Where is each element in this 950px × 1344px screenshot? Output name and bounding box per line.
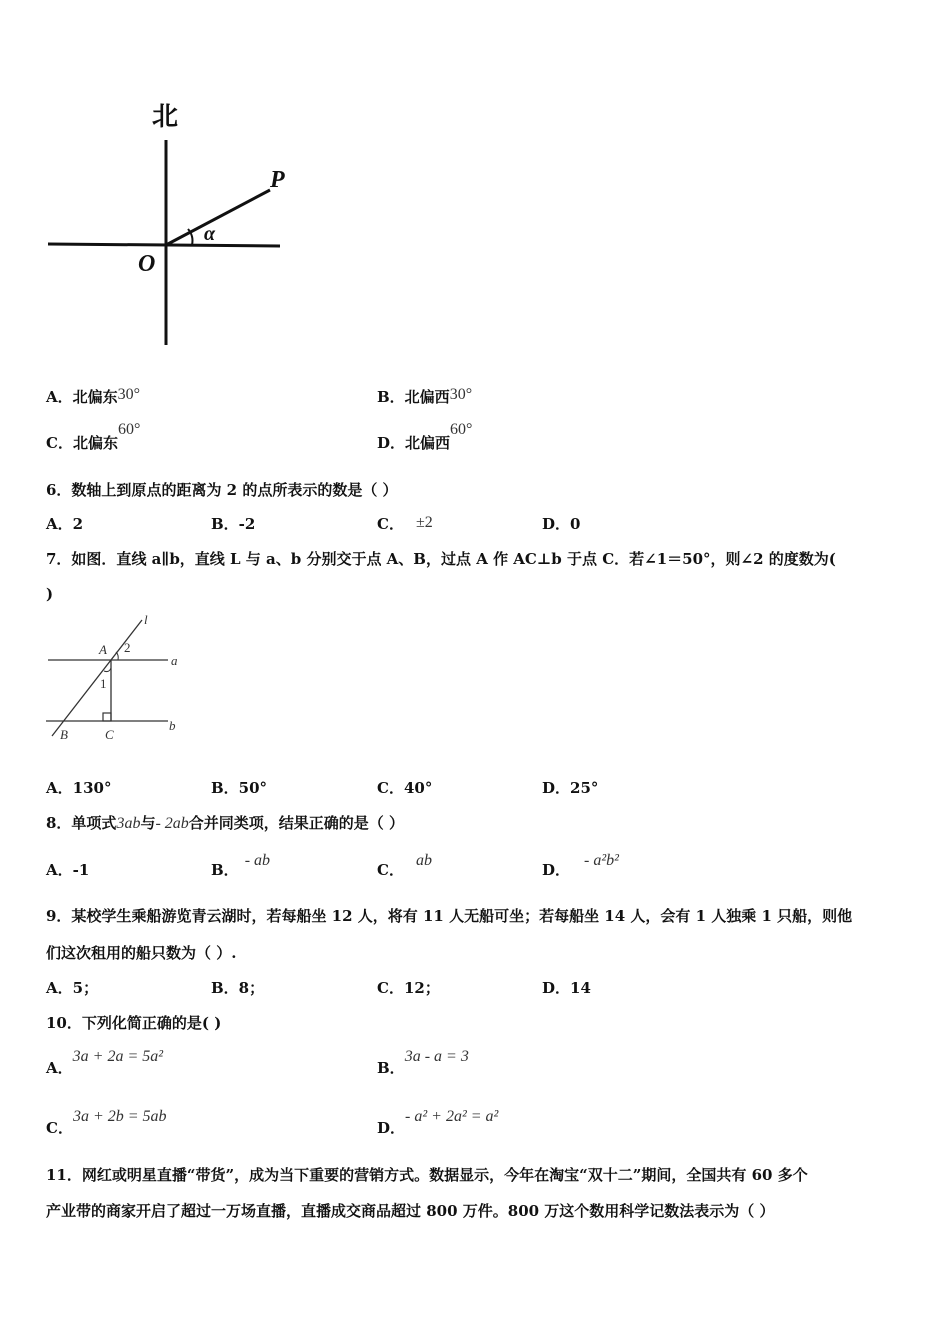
q5-option-a[interactable]: [46, 386, 140, 407]
q10-option-b-math: 3a - a = 3: [404, 1048, 469, 1065]
label-l: l: [144, 612, 148, 627]
point-p-label: P: [270, 167, 285, 193]
q10-option-c[interactable]: [46, 1108, 167, 1138]
q9-option-d[interactable]: D．14: [542, 979, 591, 997]
q8-option-c-math: ab: [415, 852, 432, 869]
q6-option-d[interactable]: D．0: [542, 515, 581, 533]
q8-option-d[interactable]: [542, 852, 619, 880]
q5-option-d[interactable]: [377, 421, 473, 453]
q5-option-c[interactable]: [46, 421, 141, 453]
q5-option-a-label: A．北偏东: [46, 388, 118, 406]
q8-stem: [46, 812, 404, 833]
q10-stem: 10．下列化简正确的是( ): [46, 1014, 222, 1032]
q8-stem-mid: 与: [140, 814, 156, 832]
label-C: C: [105, 727, 114, 742]
q8-term-1: 3ab: [116, 815, 141, 832]
label-2: 2: [124, 640, 131, 655]
parallel-lines-figure: [40, 610, 190, 745]
q5-option-b-math: 30°: [449, 386, 473, 403]
east-west-axis: [48, 244, 280, 246]
q5-option-d-math: 60°: [450, 421, 473, 438]
q9-option-b[interactable]: B．8；: [211, 979, 265, 997]
q7-option-a[interactable]: A．130°: [46, 779, 112, 797]
q7-stem: 7．如图．直线 a∥b，直线 L 与 a、b 分别交于点 A、B，过点 A 作 AC⊥b 于点 C．若∠1＝50°，则∠2 的度数为(: [46, 550, 836, 568]
q10-option-b-label: B．: [377, 1059, 405, 1077]
q11-stem-line1: 11．网红或明星直播“带货”，成为当下重要的营销方式。数据显示，今年在淘宝“双十二”期间，全国共有 60 多个: [46, 1166, 808, 1184]
q9-stem-line2: 们这次租用的船只数为（ ）.: [46, 944, 237, 962]
origin-label: O: [138, 251, 156, 277]
q8-option-b-label: B．: [211, 861, 239, 879]
q6-option-b[interactable]: B．-2: [211, 515, 256, 533]
q10-option-a-math: 3a + 2a = 5a²: [72, 1048, 164, 1065]
q8-term-2: - 2ab: [155, 815, 189, 832]
north-label: 北: [152, 102, 179, 131]
q7-option-d[interactable]: D．25°: [542, 779, 599, 797]
q5-option-d-label: D．北偏西: [377, 434, 451, 452]
q10-option-a[interactable]: [46, 1048, 164, 1078]
q5-option-b-label: B．北偏西: [377, 388, 450, 406]
q5-option-c-math: 60°: [117, 421, 141, 438]
q9-option-c[interactable]: C．12；: [377, 979, 440, 997]
q11-stem-line2: 产业带的商家开启了超过一万场直播，直播成交商品超过 800 万件。800 万这个数用科学记数法表示为（ ）: [46, 1202, 775, 1220]
label-b: b: [169, 718, 176, 733]
q8-option-b[interactable]: [211, 852, 271, 880]
q8-stem-suffix: 合并同类项，结果正确的是（ ）: [188, 814, 405, 832]
q5-option-b[interactable]: [377, 386, 472, 407]
label-B: B: [60, 727, 68, 742]
q9-stem-line1: 9．某校学生乘船游览青云湖时，若每船坐 12 人，将有 11 人无船可坐；若每船坐 14 人，会有 1 人独乘 1 只船，则他: [46, 907, 853, 925]
label-a: a: [171, 653, 178, 668]
label-1: 1: [100, 676, 107, 691]
q10-option-a-label: A．: [46, 1059, 73, 1077]
q8-stem-prefix: 8．单项式: [46, 814, 117, 832]
q10-option-b[interactable]: [377, 1048, 469, 1078]
q6-option-a[interactable]: A．2: [46, 515, 84, 533]
right-angle-mark: [103, 713, 111, 721]
q10-option-d-label: D．: [377, 1119, 406, 1137]
compass-figure: [40, 95, 300, 350]
q8-option-d-math: - a²b²: [584, 852, 619, 869]
q7-option-b[interactable]: B．50°: [211, 779, 268, 797]
q7-option-c[interactable]: C．40°: [377, 779, 433, 797]
q8-option-b-math: - ab: [244, 852, 271, 869]
label-A: A: [99, 642, 107, 657]
q5-option-a-math: 30°: [117, 386, 141, 403]
q9-option-a[interactable]: A．5；: [46, 979, 99, 997]
q8-option-d-label: D．: [542, 861, 571, 879]
ray-op: [166, 190, 270, 245]
alpha-label: α: [204, 223, 216, 245]
q8-option-a[interactable]: A．-1: [46, 861, 90, 879]
q7-stem-end: ): [46, 585, 54, 603]
q6-option-c-math: ±2: [415, 514, 433, 531]
q5-option-c-label: C．北偏东: [46, 434, 118, 452]
q10-option-d-math: - a² + 2a² = a²: [405, 1108, 499, 1125]
q10-option-d[interactable]: [377, 1108, 499, 1138]
q6-option-c-label: C．: [377, 515, 404, 533]
q8-option-c[interactable]: [377, 852, 432, 880]
q10-option-c-math: 3a + 2b = 5ab: [72, 1108, 167, 1125]
q10-option-c-label: C．: [46, 1119, 73, 1137]
q8-option-c-label: C．: [377, 861, 404, 879]
q6-option-c[interactable]: [377, 513, 433, 534]
q6-stem: 6．数轴上到原点的距离为 2 的点所表示的数是（ ）: [46, 481, 398, 499]
line-l: [52, 620, 142, 736]
